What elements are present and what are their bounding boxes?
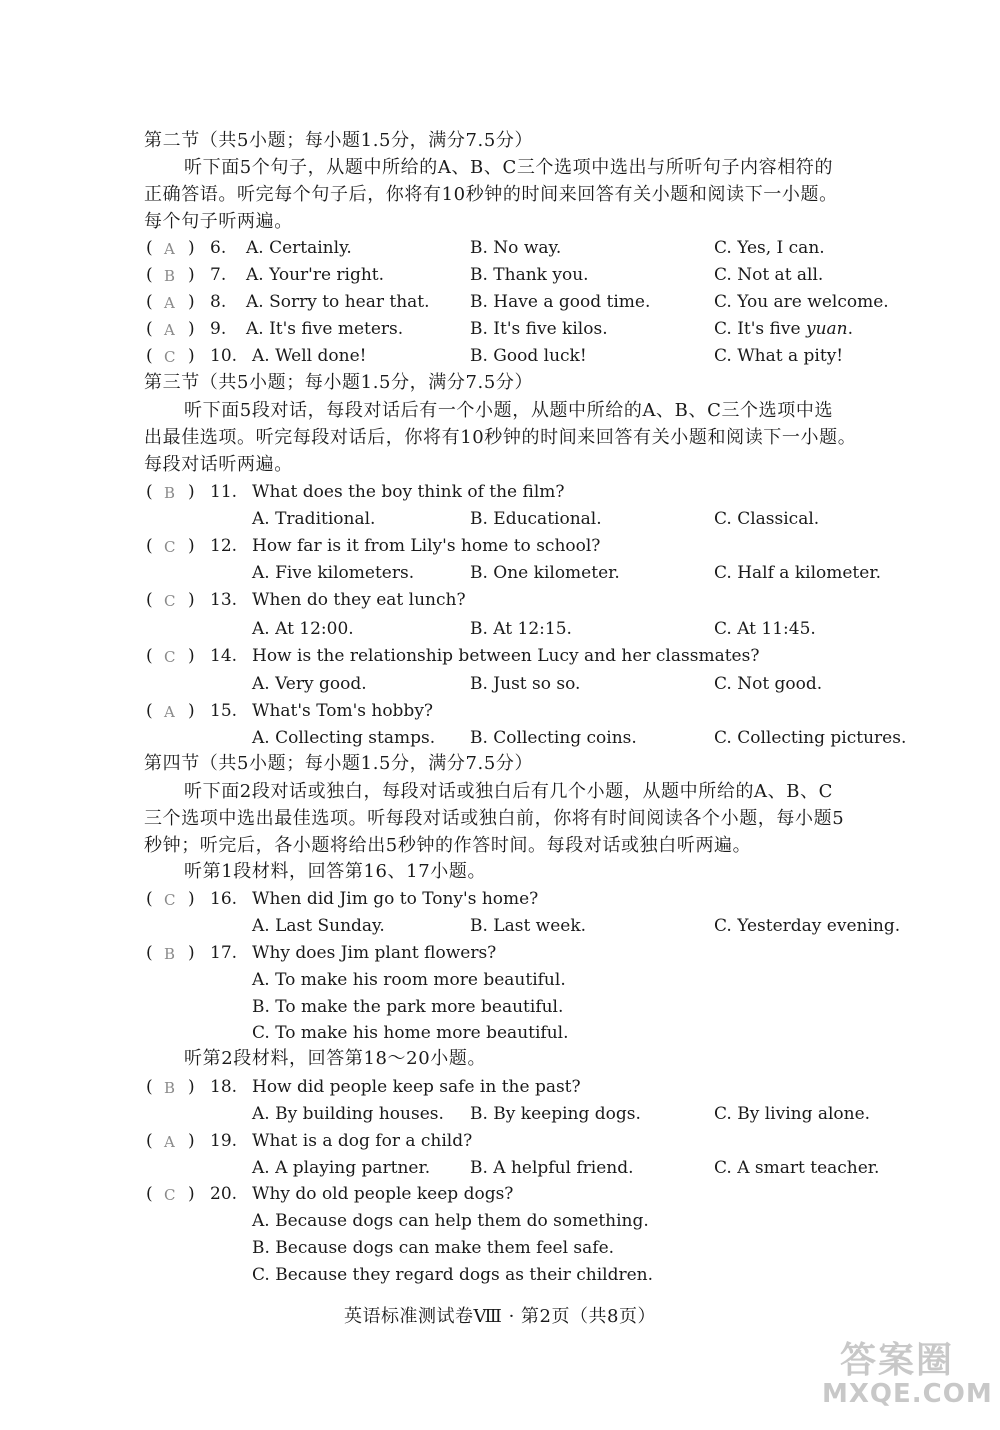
option-c: C. What a pity! bbox=[714, 346, 844, 366]
option-a: A. Sorry to hear that. bbox=[246, 292, 430, 312]
question-number: 20. bbox=[210, 1184, 238, 1204]
section-2-header: 第二节（共5小题；每小题1.5分，满分7.5分） bbox=[144, 130, 534, 151]
answer-mark: B bbox=[164, 267, 176, 285]
section-4-instruction-3: 秒钟；听完后，各小题将给出5秒钟的作答时间。每段对话或独白听两遍。 bbox=[144, 835, 752, 856]
section-2-instruction-3: 每个句子听两遍。 bbox=[144, 211, 293, 232]
option-c: C. Not good. bbox=[714, 674, 823, 694]
question-number: 11. bbox=[210, 482, 238, 502]
answer-mark: A bbox=[164, 321, 175, 339]
question-number: 12. bbox=[210, 536, 238, 556]
answer-mark: C bbox=[164, 1186, 176, 1204]
question-stem: How far is it from Lily's home to school? bbox=[252, 536, 601, 556]
option-c: C. By living alone. bbox=[714, 1104, 871, 1124]
watermark-en: MXQE.COM bbox=[822, 1379, 993, 1409]
question-stem: When did Jim go to Tony's home? bbox=[252, 889, 539, 909]
section-4-instruction-1: 听下面2段对话或独白，每段对话或独白后有几个小题，从题中所给的A、B、C bbox=[184, 781, 834, 802]
question-number: 13. bbox=[210, 590, 238, 610]
option-b: B. Last week. bbox=[470, 916, 587, 936]
option-a: A. Well done! bbox=[252, 346, 367, 366]
option-c: C. At 11:45. bbox=[714, 619, 816, 639]
section-3-instruction-2: 出最佳选项。听完每段对话后，你将有10秒钟的时间来回答有关小题和阅读下一小题。 bbox=[144, 427, 857, 448]
option-b: B. At 12:15. bbox=[470, 619, 572, 639]
question-17-option-c: C. To make his home more beautiful. bbox=[252, 1023, 569, 1043]
option-a: A. At 12:00. bbox=[252, 619, 354, 639]
question-stem: How did people keep safe in the past? bbox=[252, 1077, 581, 1097]
option-b: B. Have a good time. bbox=[470, 292, 651, 312]
page-footer: 英语标准测试卷Ⅷ · 第2页（共8页） bbox=[344, 1306, 656, 1327]
question-number: 14. bbox=[210, 646, 238, 666]
question-stem: Why does Jim plant flowers? bbox=[252, 943, 497, 963]
option-c: C. Collecting pictures. bbox=[714, 728, 907, 748]
answer-mark: A bbox=[164, 294, 175, 312]
question-number: 7. bbox=[210, 265, 227, 285]
option-c: C. You are welcome. bbox=[714, 292, 889, 312]
option-c: C. Not at all. bbox=[714, 265, 824, 285]
answer-mark: C bbox=[164, 348, 176, 366]
question-20-option-b: B. Because dogs can make them feel safe. bbox=[252, 1238, 615, 1258]
option-c-end: . bbox=[847, 319, 854, 339]
section-3-instruction-1: 听下面5段对话，每段对话后有一个小题，从题中所给的A、B、C三个选项中选 bbox=[184, 400, 834, 421]
option-b: B. Good luck! bbox=[470, 346, 587, 366]
option-a: A. A playing partner. bbox=[252, 1158, 431, 1178]
question-number: 15. bbox=[210, 701, 238, 721]
option-c: C. Classical. bbox=[714, 509, 820, 529]
question-stem: Why do old people keep dogs? bbox=[252, 1184, 514, 1204]
question-number: 18. bbox=[210, 1077, 238, 1097]
option-a: A. Very good. bbox=[252, 674, 367, 694]
option-c-text: C. It's five bbox=[714, 319, 801, 339]
question-stem: How is the relationship between Lucy and her classmates? bbox=[252, 646, 760, 666]
question-20-option-c: C. Because they regard dogs as their children. bbox=[252, 1265, 653, 1285]
option-b: B. A helpful friend. bbox=[470, 1158, 634, 1178]
option-a: A. By building houses. bbox=[252, 1104, 444, 1124]
answer-mark: A bbox=[164, 703, 175, 721]
option-c: C. Half a kilometer. bbox=[714, 563, 881, 583]
watermark-logo bbox=[822, 1339, 993, 1409]
option-b: B. Just so so. bbox=[470, 674, 581, 694]
question-20-option-a: A. Because dogs can help them do something. bbox=[252, 1211, 649, 1231]
question-stem: What is a dog for a child? bbox=[252, 1131, 473, 1151]
question-number: 16. bbox=[210, 889, 238, 909]
answer-mark: B bbox=[164, 1079, 176, 1097]
section-2-instruction-2: 正确答语。听完每个句子后，你将有10秒钟的时间来回答有关小题和阅读下一小题。 bbox=[144, 184, 838, 205]
question-number: 9. bbox=[210, 319, 227, 339]
question-number: 6. bbox=[210, 238, 227, 258]
option-b: B. It's five kilos. bbox=[470, 319, 608, 339]
section-4-instruction-2: 三个选项中选出最佳选项。听每段对话或独白前，你将有时间阅读各个小题，每小题5 bbox=[144, 808, 845, 829]
option-c: C. Yes, I can. bbox=[714, 238, 825, 258]
answer-mark: B bbox=[164, 484, 176, 502]
answer-mark: C bbox=[164, 592, 176, 610]
material-1-heading: 听第1段材料，回答第16、17小题。 bbox=[184, 861, 487, 882]
option-b: B. No way. bbox=[470, 238, 562, 258]
option-a: A. Five kilometers. bbox=[252, 563, 415, 583]
option-b: B. One kilometer. bbox=[470, 563, 620, 583]
option-c-italic: yuan bbox=[805, 319, 848, 339]
option-a: A. Traditional. bbox=[252, 509, 376, 529]
section-3-header: 第三节（共5小题；每小题1.5分，满分7.5分） bbox=[144, 372, 534, 393]
question-17-option-a: A. To make his room more beautiful. bbox=[252, 970, 566, 990]
option-c: C. A smart teacher. bbox=[714, 1158, 880, 1178]
section-4-header: 第四节（共5小题；每小题1.5分，满分7.5分） bbox=[144, 753, 534, 774]
question-stem: What does the boy think of the film? bbox=[252, 482, 565, 502]
option-a: A. Certainly. bbox=[246, 238, 352, 258]
answer-mark: C bbox=[164, 891, 176, 909]
option-a: A. It's five meters. bbox=[246, 319, 404, 339]
question-stem: What's Tom's hobby? bbox=[252, 701, 434, 721]
question-stem: When do they eat lunch? bbox=[252, 590, 466, 610]
question-17-option-b: B. To make the park more beautiful. bbox=[252, 997, 564, 1017]
option-c: C. Yesterday evening. bbox=[714, 916, 901, 936]
option-b: B. Thank you. bbox=[470, 265, 589, 285]
material-2-heading: 听第2段材料，回答第18～20小题。 bbox=[184, 1048, 487, 1069]
option-c bbox=[714, 318, 853, 340]
section-2-instruction-1: 听下面5个句子，从题中所给的A、B、C三个选项中选出与所听句子内容相符的 bbox=[184, 157, 834, 178]
option-a: A. Last Sunday. bbox=[252, 916, 385, 936]
answer-mark: B bbox=[164, 945, 176, 963]
option-a: A. Your're right. bbox=[246, 265, 385, 285]
option-b: B. By keeping dogs. bbox=[470, 1104, 641, 1124]
answer-mark: C bbox=[164, 648, 176, 666]
answer-mark: A bbox=[164, 240, 175, 258]
option-a: A. Collecting stamps. bbox=[252, 728, 436, 748]
question-number: 8. bbox=[210, 292, 227, 312]
option-b: B. Educational. bbox=[470, 509, 602, 529]
question-number: 10. bbox=[210, 346, 238, 366]
question-number: 17. bbox=[210, 943, 238, 963]
question-number: 19. bbox=[210, 1131, 238, 1151]
answer-mark: C bbox=[164, 538, 176, 556]
section-3-instruction-3: 每段对话听两遍。 bbox=[144, 454, 293, 475]
option-b: B. Collecting coins. bbox=[470, 728, 637, 748]
watermark-cn: 答案圈 bbox=[839, 1339, 954, 1381]
answer-mark: A bbox=[164, 1133, 175, 1151]
